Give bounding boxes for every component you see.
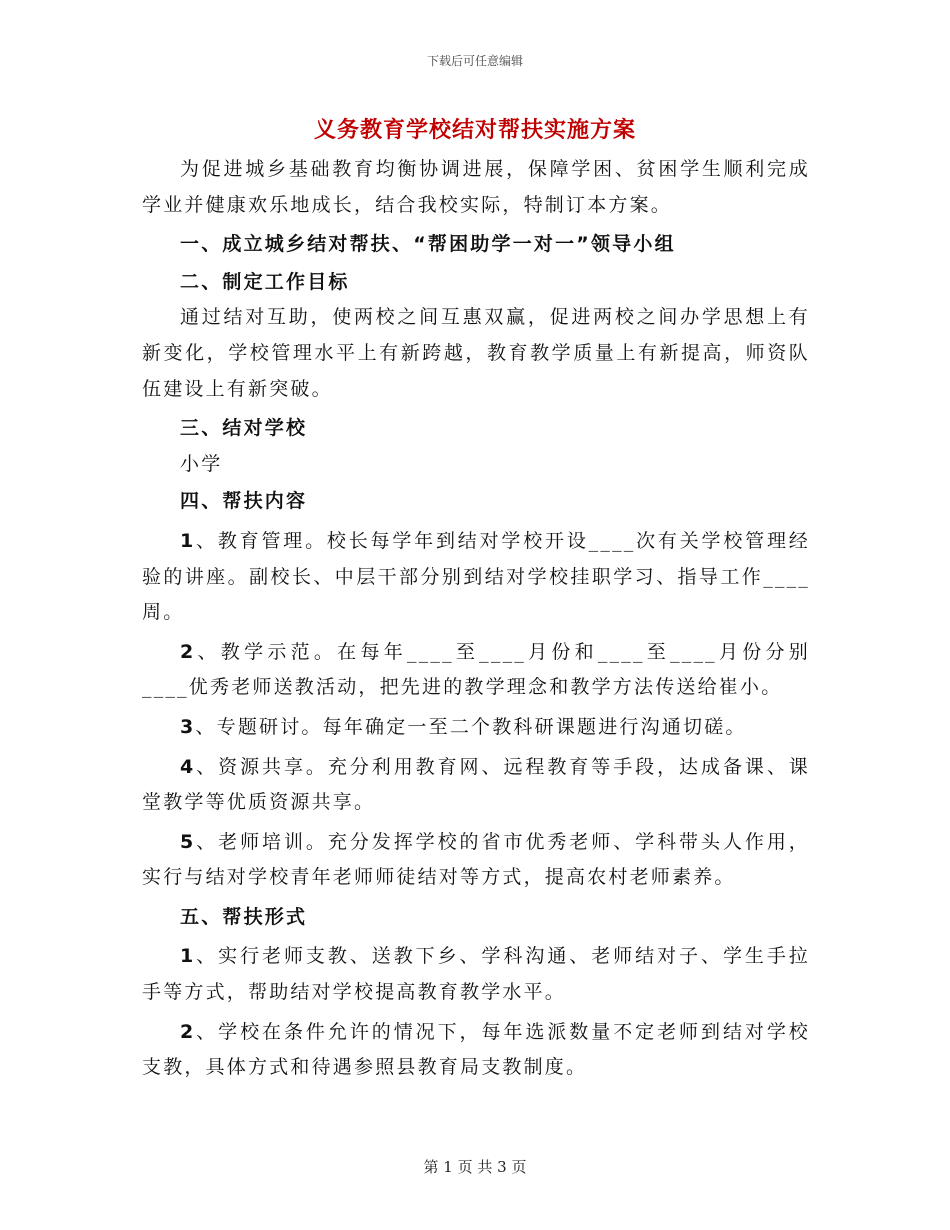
document-title: 义务教育学校结对帮扶实施方案 (313, 117, 636, 143)
item-text: 、教学示范。在每年____至____月份和____至____月份分别____优秀老师送教活动，把先进的教学理念和教学方法传送给崔小。 (142, 640, 810, 699)
item-number: 3 (180, 715, 196, 738)
item-number: 1 (180, 945, 196, 968)
item-text: 、专题研讨。每年确定一至二个教科研课题进行沟通切磋。 (195, 715, 747, 738)
item-text: 、教育管理。校长每学年到结对学校开设____次有关学校管理经验的讲座。副校长、中层干部分别到结对学校挂职学习、指导工作____周。 (142, 529, 810, 624)
item-number: 1 (180, 529, 196, 552)
section-heading-2: 二、制定工作目标 (180, 270, 350, 293)
section-heading-4: 四、帮扶内容 (180, 490, 308, 513)
section-heading-5: 五、帮扶形式 (180, 905, 308, 928)
list-item (142, 750, 810, 821)
item-text: 、资源共享。充分利用教育网、远程教育等手段，达成备课、课堂教学等优质资源共享。 (142, 755, 810, 814)
item-number: 2 (180, 640, 196, 663)
item-number: 4 (180, 755, 196, 778)
list-item (142, 1015, 810, 1086)
item-number: 2 (180, 1020, 196, 1043)
item-text: 、学校在条件允许的情况下，每年选派数量不定老师到结对学校支教，具体方式和待遇参照县教育局支教制度。 (142, 1020, 810, 1079)
document-body (142, 152, 810, 1086)
section-heading-3: 三、结对学校 (180, 417, 308, 440)
list-item (142, 939, 810, 1010)
page-footer: 第 1 页 共 3 页 (423, 1158, 527, 1176)
item-number: 5 (180, 830, 196, 853)
section-text-2: 通过结对互助，使两校之间互惠双赢，促进两校之间办学思想上有新变化，学校管理水平上有新跨越，教育教学质量上有新提高，师资队伍建设上有新突破。 (142, 306, 810, 400)
list-item (142, 825, 810, 896)
item-text: 、实行老师支教、送教下乡、学科沟通、老师结对子、学生手拉手等方式，帮助结对学校提高教育教学水平。 (142, 945, 810, 1004)
section-heading-1: 一、成立城乡结对帮扶、“帮困助学一对一”领导小组 (180, 233, 676, 256)
header-note: 下载后可任意编辑 (426, 54, 523, 68)
list-item (142, 524, 810, 631)
list-item (142, 710, 810, 746)
item-text: 、老师培训。充分发挥学校的省市优秀老师、学科带头人作用，实行与结对学校青年老师师徒结对等方式，提高农村老师素养。 (142, 830, 810, 889)
intro-paragraph: 为促进城乡基础教育均衡协调进展，保障学困、贫困学生顺利完成学业并健康欢乐地成长，结合我校实际，特制订本方案。 (142, 158, 810, 216)
section-text-3: 小学 (180, 452, 223, 475)
list-item (142, 635, 810, 706)
